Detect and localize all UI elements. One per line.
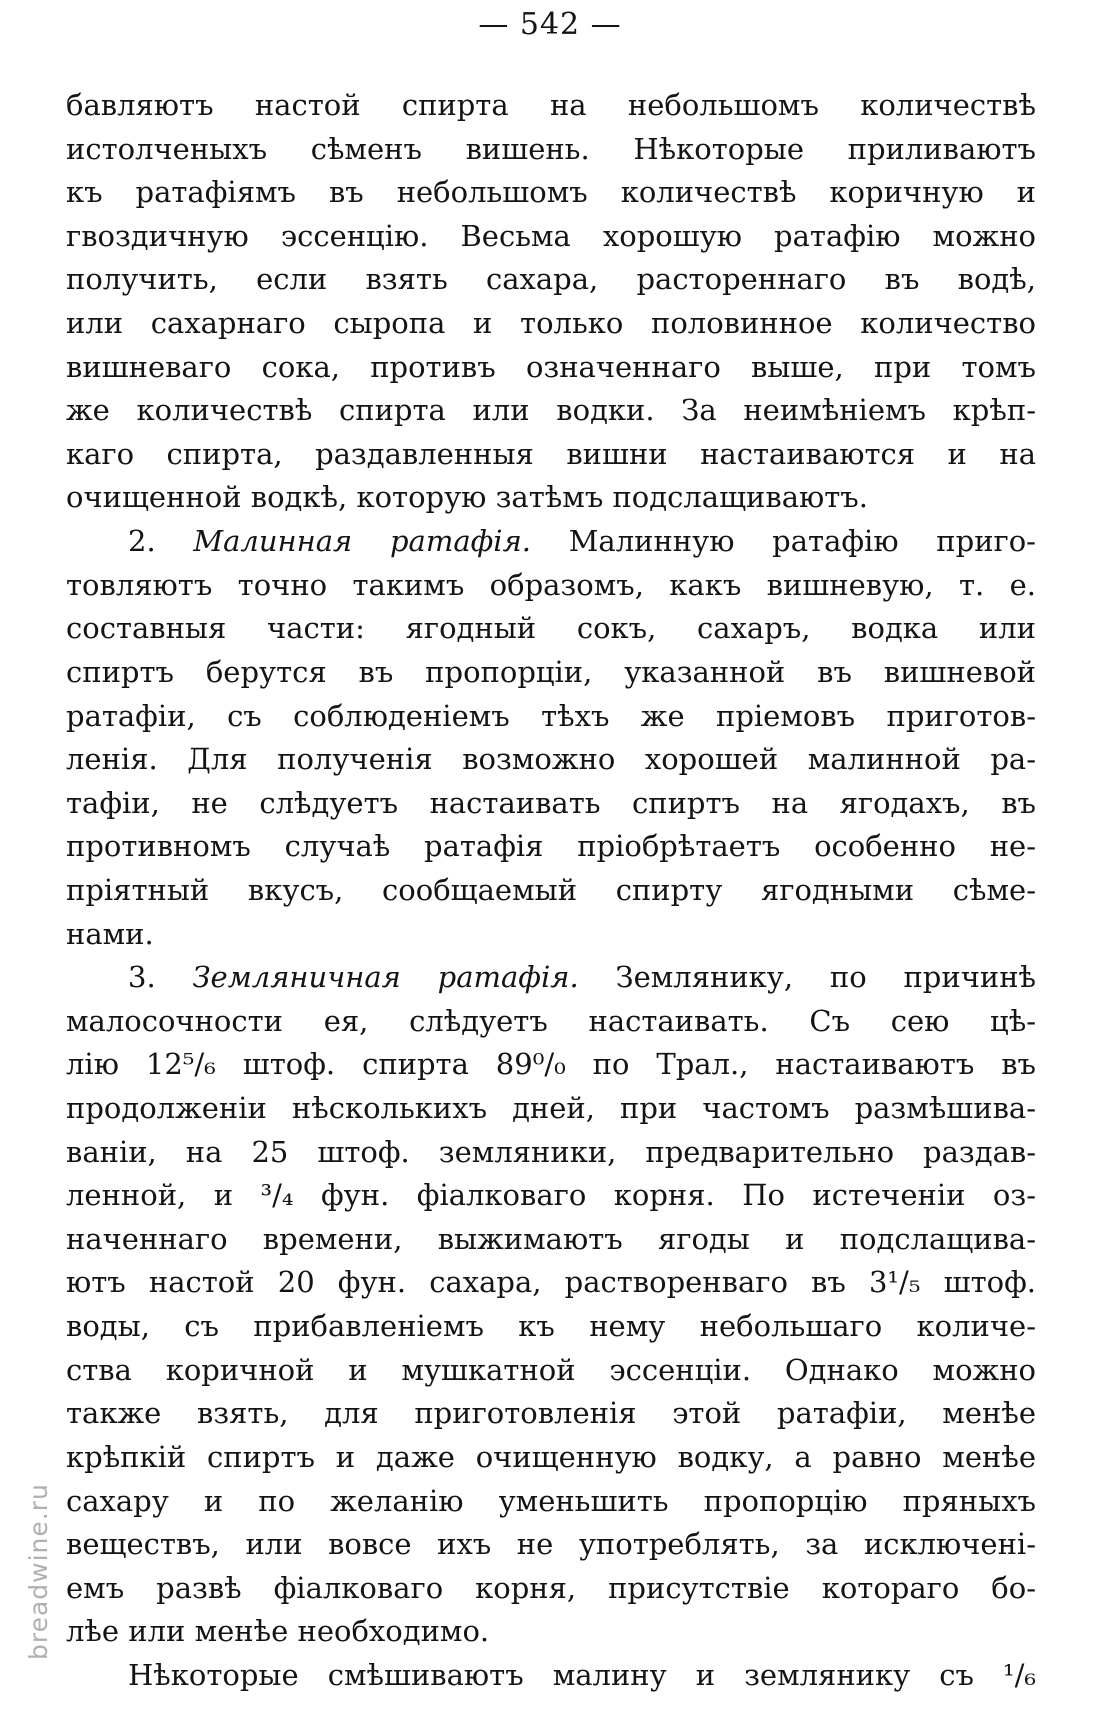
text-line: малосочности ея, слѣдуетъ настаивать. Съ сею цѣ- xyxy=(66,1003,1036,1038)
text-line: или сахарнаго сыропа и только половинное количество xyxy=(66,306,1036,341)
section-heading-line xyxy=(66,956,1036,1000)
text-line: емъ развѣ фіалковаго корня, присутствіе котораго бо- xyxy=(66,1570,1036,1605)
section-title: Земляничная ратафія. xyxy=(192,960,579,995)
section-text: Землянику, по причинѣ xyxy=(615,960,1037,995)
text-line: нами. xyxy=(66,916,154,951)
text-line: ства коричной и мушкатной эссенціи. Однако можно xyxy=(66,1352,1036,1387)
watermark: breadwine.ru xyxy=(24,1483,53,1660)
section-heading-line xyxy=(66,520,1036,564)
section-number: 2. xyxy=(128,524,156,559)
text-line: продолженіи нѣсколькихъ дней, при частомъ размѣшива- xyxy=(66,1091,1036,1126)
text-line: ленія. Для полученія возможно хорошей малинной ра- xyxy=(66,742,1036,777)
text-line: ратафіи, съ соблюденіемъ тѣхъ же пріемовъ приготов- xyxy=(66,698,1036,733)
section-text: Малинную ратафію приго- xyxy=(568,524,1036,559)
text-line: пріятный вкусъ, сообщаемый спирту ягодными сѣме- xyxy=(66,872,1036,907)
text-line: наченнаго времени, выжимаютъ ягоды и подслащива- xyxy=(66,1221,1036,1256)
text-line: гвоздичную эссенцію. Весьма хорошую ратафію можно xyxy=(66,218,1036,253)
page-body xyxy=(66,84,1036,1698)
text-line: ваніи, на 25 штоф. земляники, предварительно раздав- xyxy=(66,1134,1036,1169)
text-line: товляютъ точно такимъ образомъ, какъ вишневую, т. е. xyxy=(66,567,1036,602)
text-line: каго спирта, раздавленныя вишни настаиваются и на xyxy=(66,436,1036,471)
text-line: крѣпкій спиртъ и даже очищенную водку, а равно менѣе xyxy=(66,1439,1036,1474)
text-line: истолченыхъ сѣменъ вишень. Нѣкоторые приливаютъ xyxy=(66,131,1036,166)
text-line: веществъ, или вовсе ихъ не употреблять, за исключені- xyxy=(66,1527,1036,1562)
text-line: ленной, и ³/₄ фун. фіалковаго корня. По истеченіи оз- xyxy=(66,1178,1036,1213)
text-line: бавляютъ настой спирта на небольшомъ количествѣ xyxy=(66,88,1036,122)
text-line: Нѣкоторые смѣшиваютъ малину и землянику съ ¹/₆ xyxy=(128,1657,1036,1692)
text-line: противномъ случаѣ ратафія пріобрѣтаетъ особенно не- xyxy=(66,829,1036,864)
text-line: лію 12⁵/₆ штоф. спирта 89⁰/₀ по Трал., настаиваютъ въ xyxy=(66,1047,1036,1082)
text-line: составныя части: ягодный сокъ, сахаръ, водка или xyxy=(66,611,1036,646)
text-line: получить, если взять сахара, растореннаго въ водѣ, xyxy=(66,262,1036,297)
section-title: Малинная ратафія. xyxy=(193,524,531,559)
text-line: также взять, для приготовленія этой ратафіи, менѣе xyxy=(66,1396,1036,1431)
text-line: лѣе или менѣе необходимо. xyxy=(66,1614,490,1649)
text-line: очищенной водкѣ, которую затѣмъ подслащиваютъ. xyxy=(66,480,868,515)
text-line: тафіи, не слѣдуетъ настаивать спиртъ на ягодахъ, въ xyxy=(66,785,1036,820)
text-line: сахару и по желанію уменьшить пропорцію пряныхъ xyxy=(66,1483,1036,1518)
section-number: 3. xyxy=(128,960,156,995)
text-line: къ ратафіямъ въ небольшомъ количествѣ коричную и xyxy=(66,175,1036,210)
page-number-header: — 542 — xyxy=(478,7,622,42)
text-line: ютъ настой 20 фун. сахара, растворенваго въ 3¹/₅ штоф. xyxy=(66,1265,1036,1300)
text-line: вишневаго сока, противъ означеннаго выше, при томъ xyxy=(66,349,1036,384)
text-line: же количествѣ спирта или водки. За неимѣніемъ крѣп- xyxy=(66,393,1036,428)
text-line: воды, съ прибавленіемъ къ нему небольшаго количе- xyxy=(66,1309,1036,1344)
text-line: спиртъ берутся въ пропорціи, указанной въ вишневой xyxy=(66,654,1036,689)
